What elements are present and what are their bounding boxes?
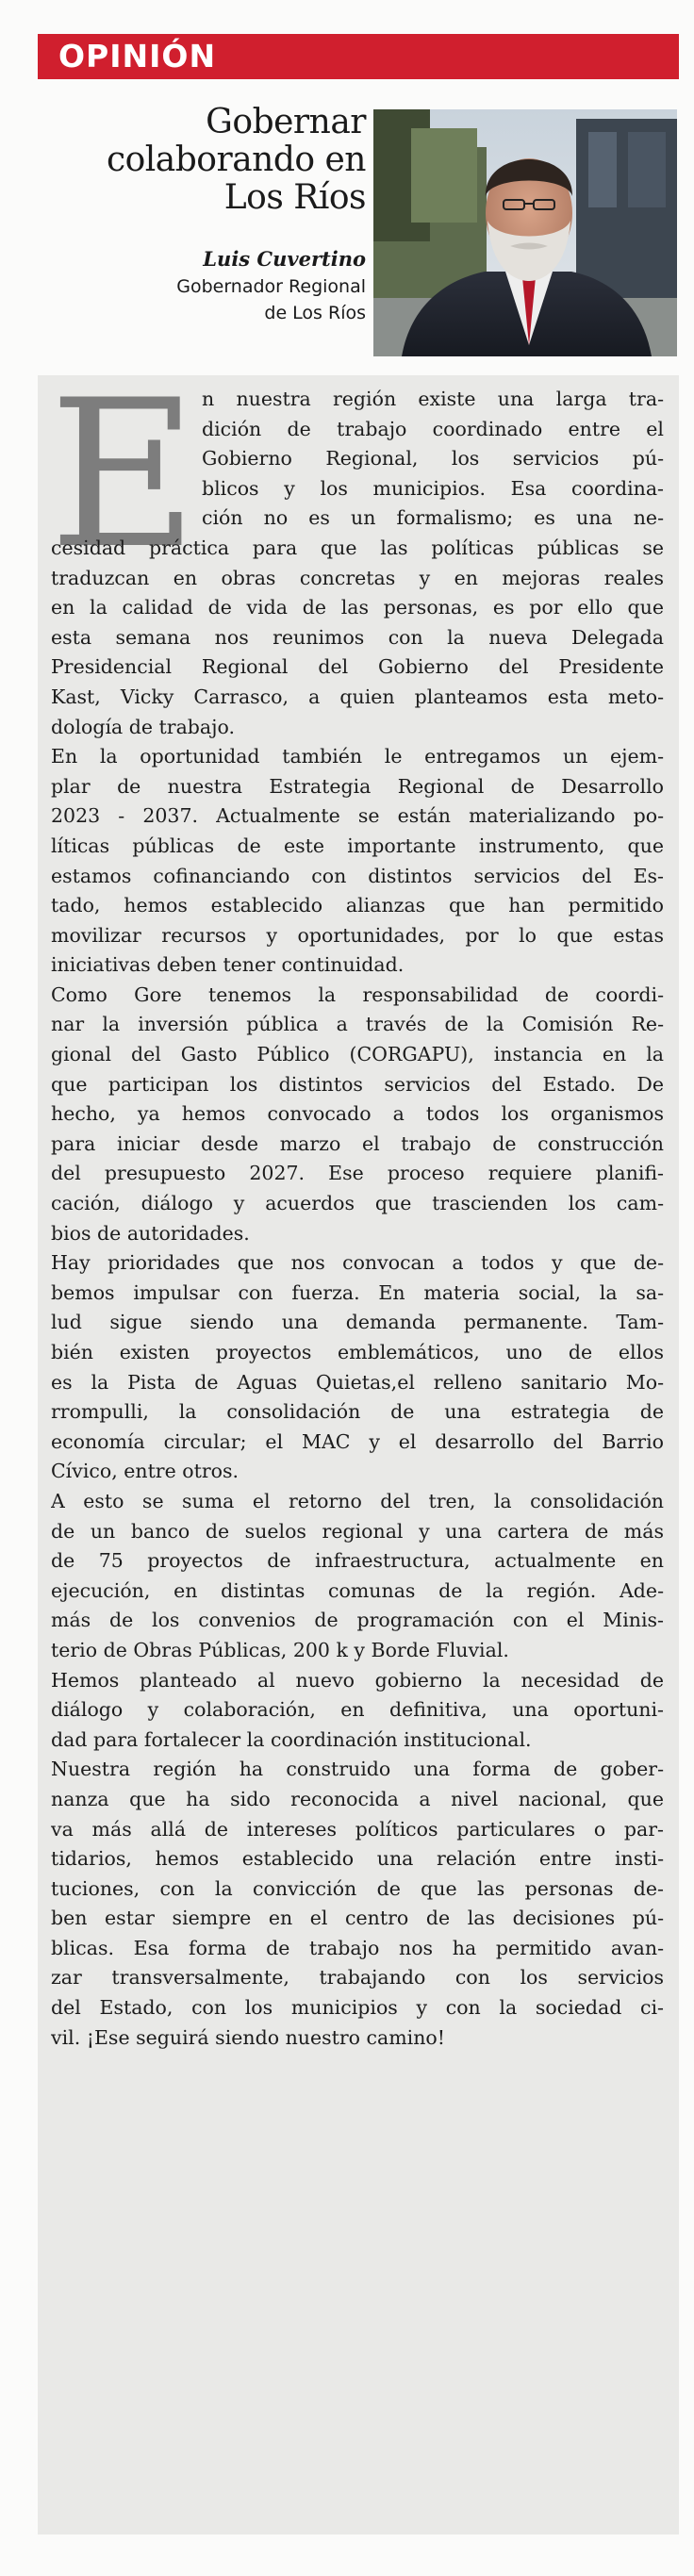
text-line: A esto se suma el retorno del tren, la consolidación: [51, 1489, 664, 1512]
text-line: ejecución, en distintas comunas de la región. Ade-: [51, 1578, 664, 1602]
text-line: blicas. Esa forma de trabajo nos ha permitido avan-: [51, 1936, 664, 1959]
text-line: Kast, Vicky Carrasco, a quien planteamos esta meto-: [51, 685, 664, 708]
text-line: del presupuesto 2027. Ese proceso requiere planifi-: [51, 1162, 664, 1185]
text-line: Hemos planteado al nuevo gobierno la necesidad de: [51, 1668, 664, 1692]
text-line: del Estado, con los municipios y con la sociedad ci-: [51, 1996, 664, 2020]
text-line: líticas públicas de este importante instrumento, que: [51, 834, 664, 857]
text-line: cación, diálogo y acuerdos que trascienden los cam-: [51, 1192, 664, 1215]
text-line: zar transversalmente, trabajando con los servicios: [51, 1966, 664, 1990]
text-line: movilizar recursos y oportunidades, por lo que estas: [51, 923, 664, 947]
author-photo: [373, 109, 677, 356]
text-line: bién existen proyectos emblemáticos, uno de ellos: [51, 1341, 664, 1363]
article-title: [64, 104, 366, 217]
title-line-3: Los Ríos: [223, 178, 366, 217]
text-line: economía circular; el MAC y el desarrollo del Barrio: [51, 1429, 664, 1453]
title-line-1: Gobernar: [206, 103, 366, 141]
text-line: ción no es un formalismo; es una ne-: [202, 506, 664, 530]
text-line: que participan los distintos servicios del Estado. De: [51, 1072, 664, 1096]
text-line: gional del Gasto Público (CORGAPU), instancia en la: [51, 1043, 664, 1066]
author-role-line-1: Gobernador Regional: [176, 276, 366, 297]
text-line: tado, hemos establecido alianzas que han permitido: [51, 894, 664, 917]
text-line: plar de nuestra Estrategia Regional de Desarrollo: [51, 774, 664, 798]
text-line: nar la inversión pública a través de la Comisión Re-: [51, 1013, 664, 1036]
text-line: Nuestra región ha construido una forma de gober-: [51, 1758, 664, 1781]
text-line: de 75 proyectos de infraestructura, actualmente en: [51, 1549, 664, 1573]
text-line: para iniciar desde marzo el trabajo de construcción: [51, 1131, 664, 1155]
text-line: dología de trabajo.: [51, 715, 236, 738]
text-line: en la calidad de vida de las personas, es por ello que: [51, 596, 664, 619]
text-line: de un banco de suelos regional y una cartera de más: [51, 1519, 664, 1543]
text-line: rrompulli, la consolidación de una estrategia de: [51, 1400, 664, 1424]
text-line: Presidencial Regional del Gobierno del Presidente: [51, 655, 664, 679]
text-line: Cívico, entre otros.: [51, 1460, 240, 1483]
text-line: bios de autoridades.: [51, 1221, 250, 1245]
text-line: esta semana nos reunimos con la nueva Delegada: [51, 625, 664, 649]
text-line: 2023 - 2037. Actualmente se están materializando po-: [51, 804, 664, 828]
title-line-2: colaborando en: [106, 140, 366, 179]
article-body: [38, 356, 679, 2535]
text-line: ben estar siempre en el centro de las decisiones pú-: [51, 1907, 664, 1930]
author-name: Luis Cuvertino: [203, 247, 366, 271]
text-line: lud sigue siendo una demanda permanente. Tam-: [51, 1311, 664, 1334]
text-line: En la oportunidad también le entregamos un ejem-: [51, 745, 664, 768]
text-line: cesidad práctica para que las políticas públicas se: [51, 536, 664, 559]
text-line: es la Pista de Aguas Quietas,el relleno sanitario Mo-: [51, 1370, 664, 1394]
author-role-line-2: de Los Ríos: [264, 303, 366, 323]
text-line: Gobierno Regional, los servicios pú-: [202, 447, 664, 471]
drop-cap: E: [49, 356, 198, 593]
text-line: hecho, ya hemos convocado a todos los organismos: [51, 1102, 664, 1126]
text-line: diálogo y colaboración, en definitiva, una oportuni-: [51, 1698, 664, 1722]
text-line: dición de trabajo coordinado entre el: [202, 417, 664, 440]
author-role: [158, 273, 366, 326]
text-line: Como Gore tenemos la responsabilidad de coordi-: [51, 983, 664, 1006]
text-line: más de los convenios de programación con el Minis-: [51, 1609, 664, 1632]
text-line: Hay prioridades que nos convocan a todos y que de-: [51, 1251, 664, 1275]
text-line: iniciativas deben tener continuidad.: [51, 953, 405, 977]
text-line: tidarios, hemos establecido una relación entre insti-: [51, 1847, 664, 1871]
text-line: bemos impulsar con fuerza. En materia social, la sa-: [51, 1280, 664, 1304]
text-line: terio de Obras Públicas, 200 k y Borde Fluvial.: [51, 1638, 509, 1661]
text-line: vil. ¡Ese seguirá siendo nuestro camino!: [51, 2025, 445, 2049]
text-line: estamos cofinanciando con distintos servicios del Es-: [51, 864, 664, 887]
text-line: blicos y los municipios. Esa coordina-: [202, 476, 664, 500]
text-line: va más allá de intereses políticos particulares o par-: [51, 1817, 664, 1841]
text-line: dad para fortalecer la coordinación institucional.: [51, 1727, 532, 1751]
text-line: traduzcan en obras concretas y en mejoras reales: [51, 566, 664, 589]
text-line: tuciones, con la convicción de que las personas de-: [51, 1876, 664, 1900]
text-line: n nuestra región existe una larga tra-: [202, 388, 664, 410]
text-line: nanza que ha sido reconocida a nivel nacional, que: [51, 1787, 664, 1810]
section-header-bar: [38, 34, 679, 79]
article-text: [49, 356, 664, 2053]
section-label: OPINIÓN: [58, 38, 217, 74]
